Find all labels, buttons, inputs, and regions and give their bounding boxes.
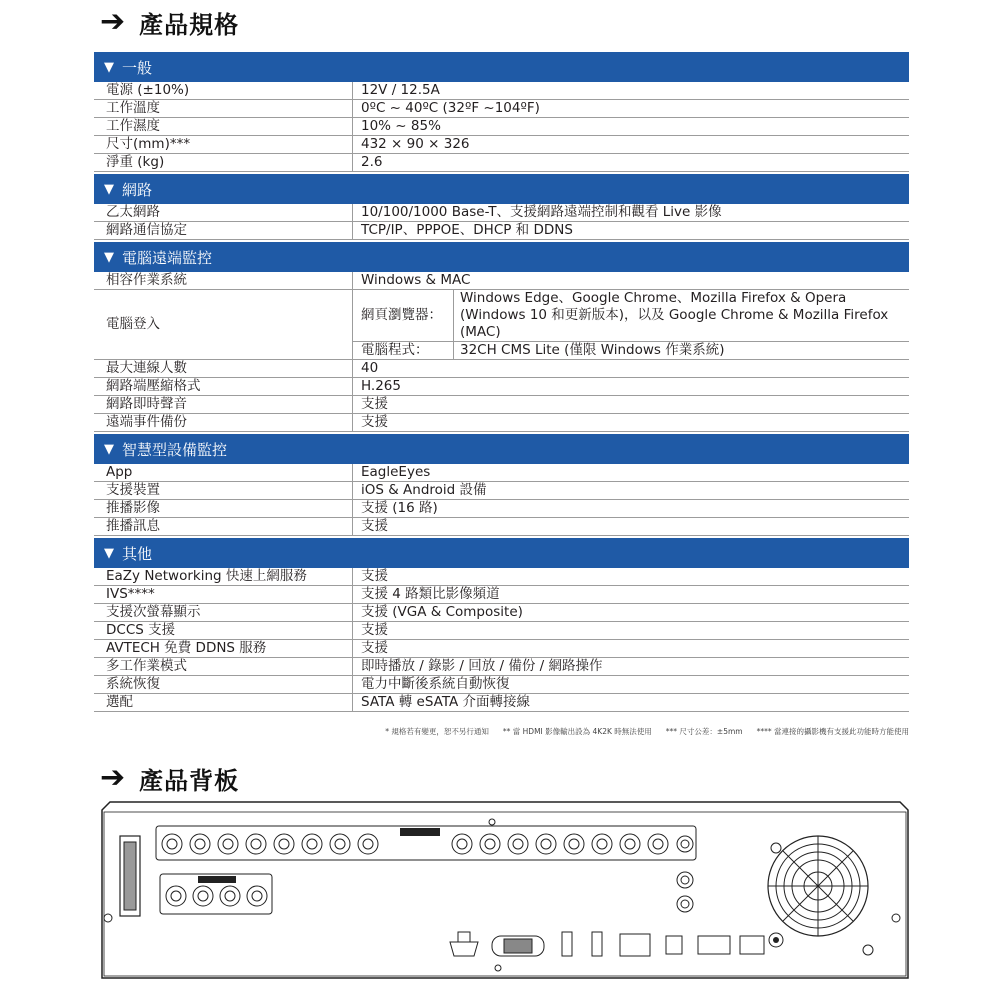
footnote: * 規格若有變更，恕不另行通知 [385, 727, 489, 736]
arrow-right-icon: ➔ [100, 760, 126, 795]
spec-label: EaZy Networking 快速上網服務 [106, 568, 307, 584]
arrow-right-icon: ➔ [100, 4, 126, 39]
spec-label: 多工作業模式 [106, 658, 187, 674]
spec-label: 工作濕度 [106, 118, 160, 134]
spec-value: 40 [352, 360, 909, 377]
section-title: 智慧型設備監控 [122, 440, 228, 459]
spec-value: 支援 [352, 622, 909, 639]
spec-value: 0ºC ~ 40ºC (32ºF ~104ºF) [352, 100, 909, 117]
spec-row [94, 518, 909, 536]
spec-subrow [353, 290, 909, 341]
spec-value: 12V / 12.5A [352, 82, 909, 99]
triangle-down-icon: ▼ [104, 59, 114, 75]
spec-subvalue-line: 32CH CMS Lite (僅限 Windows 作業系統) [460, 342, 725, 358]
spec-label: 相容作業系統 [106, 272, 187, 288]
section-title: 其他 [122, 544, 153, 563]
section-header [94, 538, 909, 568]
spec-row [94, 222, 909, 240]
spec-row [94, 360, 909, 378]
spec-label: AVTECH 免費 DDNS 服務 [106, 640, 267, 656]
spec-label: 推播影像 [106, 500, 160, 516]
triangle-down-icon: ▼ [104, 181, 114, 197]
spec-row [94, 640, 909, 658]
spec-value: 2.6 [352, 154, 909, 171]
section-title: 一般 [122, 58, 153, 77]
spec-row [94, 118, 909, 136]
spec-row [94, 500, 909, 518]
spec-subvalue-line: (Windows 10 和更新版本)，以及 Google Chrome & Mozilla Firefox [460, 307, 889, 323]
spec-value: 電力中斷後系統自動恢復 [352, 676, 909, 693]
spec-label: 選配 [106, 694, 133, 710]
spec-sublabel: 電腦程式： [361, 342, 429, 358]
spec-row [94, 482, 909, 500]
spec-label: 網路即時聲音 [106, 396, 187, 412]
spec-label: 推播訊息 [106, 518, 160, 534]
spec-subvalue [453, 342, 909, 359]
spec-label: 支援次螢幕顯示 [106, 604, 201, 620]
spec-label: IVS**** [106, 586, 155, 602]
spec-label: 最大連線人數 [106, 360, 187, 376]
spec-value: 支援 [352, 396, 909, 413]
section-title: 網路 [122, 180, 153, 199]
spec-value: 432 × 90 × 326 [352, 136, 909, 153]
spec-row [94, 414, 909, 432]
rear-panel-illustration [100, 800, 910, 980]
spec-value: Windows & MAC [352, 272, 909, 289]
spec-label: 工作溫度 [106, 100, 160, 116]
spec-value: 支援 [352, 518, 909, 535]
panel-heading [100, 760, 239, 796]
spec-value: H.265 [352, 378, 909, 395]
spec-row [94, 568, 909, 586]
spec-subvalue-line: Windows Edge、Google Chrome、Mozilla Firefox & Opera [460, 290, 847, 306]
triangle-down-icon: ▼ [104, 249, 114, 265]
spec-row [94, 154, 909, 172]
spec-value: 10/100/1000 Base-T、支援網路遠端控制和觀看 Live 影像 [352, 204, 909, 221]
spec-row [94, 378, 909, 396]
spec-subrow [353, 341, 909, 359]
spec-value: 支援 [352, 414, 909, 431]
spec-label: 尺寸(mm)*** [106, 136, 191, 152]
spec-label: 網路端壓縮格式 [106, 378, 201, 394]
spec-sublabel: 網頁瀏覽器： [361, 307, 442, 323]
spec-label: 淨重 (kg) [106, 154, 165, 170]
spec-row [94, 658, 909, 676]
spec-row [94, 676, 909, 694]
spec-row [94, 464, 909, 482]
footnote: ** 當 HDMI 影像輸出設為 4K2K 時無法使用 [502, 727, 652, 736]
spec-label: 遠端事件備份 [106, 414, 187, 430]
spec-row [94, 272, 909, 290]
spec-value: 即時播放 / 錄影 / 回放 / 備份 / 網路操作 [352, 658, 909, 675]
spec-value: 支援 4 路類比影像頻道 [352, 586, 909, 603]
spec-value: 支援 [352, 568, 909, 585]
spec-table [94, 50, 909, 712]
footnotes [94, 726, 909, 737]
triangle-down-icon: ▼ [104, 545, 114, 561]
spec-label: DCCS 支援 [106, 622, 176, 638]
spec-row [94, 204, 909, 222]
spec-subvalue-line: (MAC) [460, 324, 501, 340]
spec-label: 電腦登入 [106, 316, 160, 332]
spec-value: TCP/IP、PPPOE、DHCP 和 DDNS [352, 222, 909, 239]
spec-label: App [106, 464, 133, 480]
spec-row [94, 694, 909, 712]
spec-value: iOS & Android 設備 [352, 482, 909, 499]
spec-subtable [352, 290, 909, 359]
panel-heading-text: 產品背板 [139, 766, 240, 795]
footnote: **** 當連接的攝影機有支援此功能時方能使用 [756, 727, 909, 736]
spec-value: 10% ~ 85% [352, 118, 909, 135]
spec-value: 支援 (VGA & Composite) [352, 604, 909, 621]
spec-row [94, 396, 909, 414]
spec-row [94, 82, 909, 100]
spec-value: SATA 轉 eSATA 介面轉接線 [352, 694, 909, 711]
spec-label: 乙太網路 [106, 204, 160, 220]
spec-value: 支援 (16 路) [352, 500, 909, 517]
spec-heading-text: 產品規格 [139, 10, 240, 39]
spec-row [94, 622, 909, 640]
section-header [94, 242, 909, 272]
spec-row [94, 290, 909, 360]
spec-heading [100, 4, 239, 40]
spec-row [94, 586, 909, 604]
section-title: 電腦遠端監控 [122, 248, 213, 267]
footnote: *** 尺寸公差：±5mm [665, 727, 743, 736]
section-header [94, 52, 909, 82]
spec-subvalue [453, 290, 909, 341]
spec-row [94, 100, 909, 118]
spec-row [94, 136, 909, 154]
spec-value: 支援 [352, 640, 909, 657]
spec-label: 系統恢復 [106, 676, 160, 692]
spec-value: EagleEyes [352, 464, 909, 481]
spec-label: 網路通信協定 [106, 222, 187, 238]
triangle-down-icon: ▼ [104, 441, 114, 457]
spec-row [94, 604, 909, 622]
section-header [94, 174, 909, 204]
spec-label: 支援裝置 [106, 482, 160, 498]
spec-label: 電源 (±10%) [106, 82, 190, 98]
section-header [94, 434, 909, 464]
